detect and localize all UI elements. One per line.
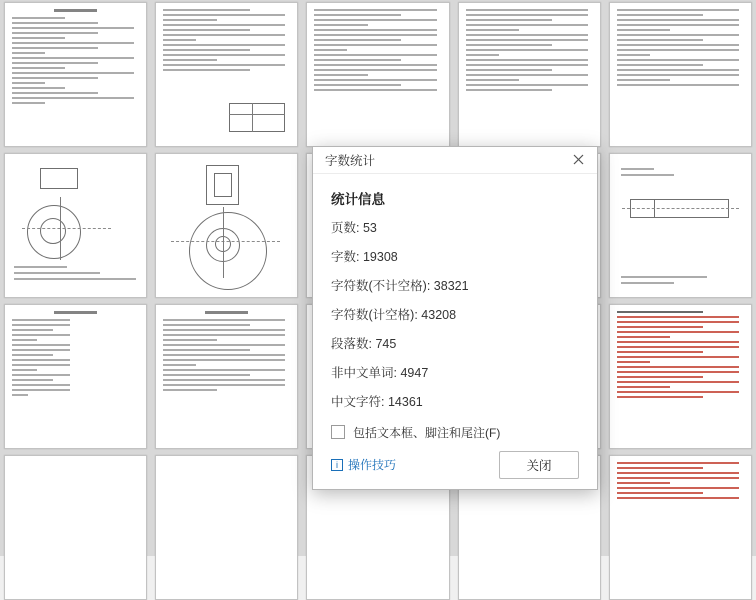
stat-label: 字数: (331, 249, 360, 264)
dialog-footer (313, 441, 597, 489)
page-content (12, 160, 139, 291)
page-content (466, 9, 593, 140)
page-thumbnail[interactable] (609, 455, 752, 600)
stat-row-pages (331, 218, 579, 236)
info-icon: i (331, 459, 343, 471)
page-content (617, 462, 744, 593)
stat-row-words (331, 247, 579, 265)
page-content (163, 462, 290, 593)
stat-label: 字符数(不计空格): (331, 278, 431, 293)
page-thumbnail[interactable] (609, 2, 752, 147)
stat-label: 非中文单词: (331, 365, 397, 380)
page-content (12, 311, 139, 442)
page-content (12, 462, 139, 593)
statistics-heading: 统计信息 (331, 191, 385, 207)
page-thumbnail[interactable] (4, 455, 147, 600)
word-count-dialog (312, 146, 598, 490)
page-content (163, 9, 290, 140)
stat-row-characters-with-spaces (331, 305, 579, 323)
stat-value: 14361 (387, 394, 423, 409)
page-thumbnail[interactable] (306, 2, 449, 147)
page-thumbnail[interactable] (155, 304, 298, 449)
stat-value: 19308 (362, 249, 398, 264)
operation-tips-link[interactable] (331, 456, 396, 473)
page-content (163, 311, 290, 442)
stat-value: 53 (362, 220, 377, 235)
page-content (314, 9, 441, 140)
include-textboxes-checkbox-row[interactable] (331, 424, 579, 441)
page-thumbnail[interactable] (155, 455, 298, 600)
dialog-body (313, 174, 597, 441)
page-content (163, 160, 290, 291)
stat-label: 字符数(计空格): (331, 307, 418, 322)
page-thumbnail[interactable] (4, 153, 147, 298)
page-thumbnail[interactable] (4, 2, 147, 147)
stat-value: 43208 (421, 307, 457, 322)
stat-row-chinese-characters (331, 392, 579, 410)
stat-value: 745 (375, 336, 397, 351)
page-thumbnail[interactable] (4, 304, 147, 449)
stat-row-characters-no-spaces (331, 276, 579, 294)
stat-label: 段落数: (331, 336, 372, 351)
close-icon[interactable] (565, 149, 591, 171)
include-textboxes-checkbox[interactable] (331, 425, 345, 439)
page-thumbnail[interactable] (155, 153, 298, 298)
stat-label: 页数: (331, 220, 360, 235)
include-textboxes-label: 包括文本框、脚注和尾注(F) (353, 425, 501, 440)
page-thumbnail[interactable] (155, 2, 298, 147)
stat-value: 4947 (400, 365, 429, 380)
close-button[interactable]: 关闭 (499, 451, 579, 479)
stat-row-paragraphs (331, 334, 579, 352)
operation-tips-label: 操作技巧 (348, 458, 397, 473)
page-heading-line (54, 9, 97, 12)
page-content (12, 9, 139, 140)
page-thumbnail[interactable] (458, 2, 601, 147)
stat-value: 38321 (433, 278, 469, 293)
page-thumbnail[interactable] (609, 304, 752, 449)
dialog-title: 字数统计 (325, 153, 376, 168)
stat-row-non-chinese-words (331, 363, 579, 381)
page-content (617, 311, 744, 442)
dialog-titlebar[interactable] (313, 147, 597, 174)
stat-label: 中文字符: (331, 394, 385, 409)
page-thumbnail[interactable] (609, 153, 752, 298)
page-content (617, 9, 744, 140)
page-content (617, 160, 744, 291)
